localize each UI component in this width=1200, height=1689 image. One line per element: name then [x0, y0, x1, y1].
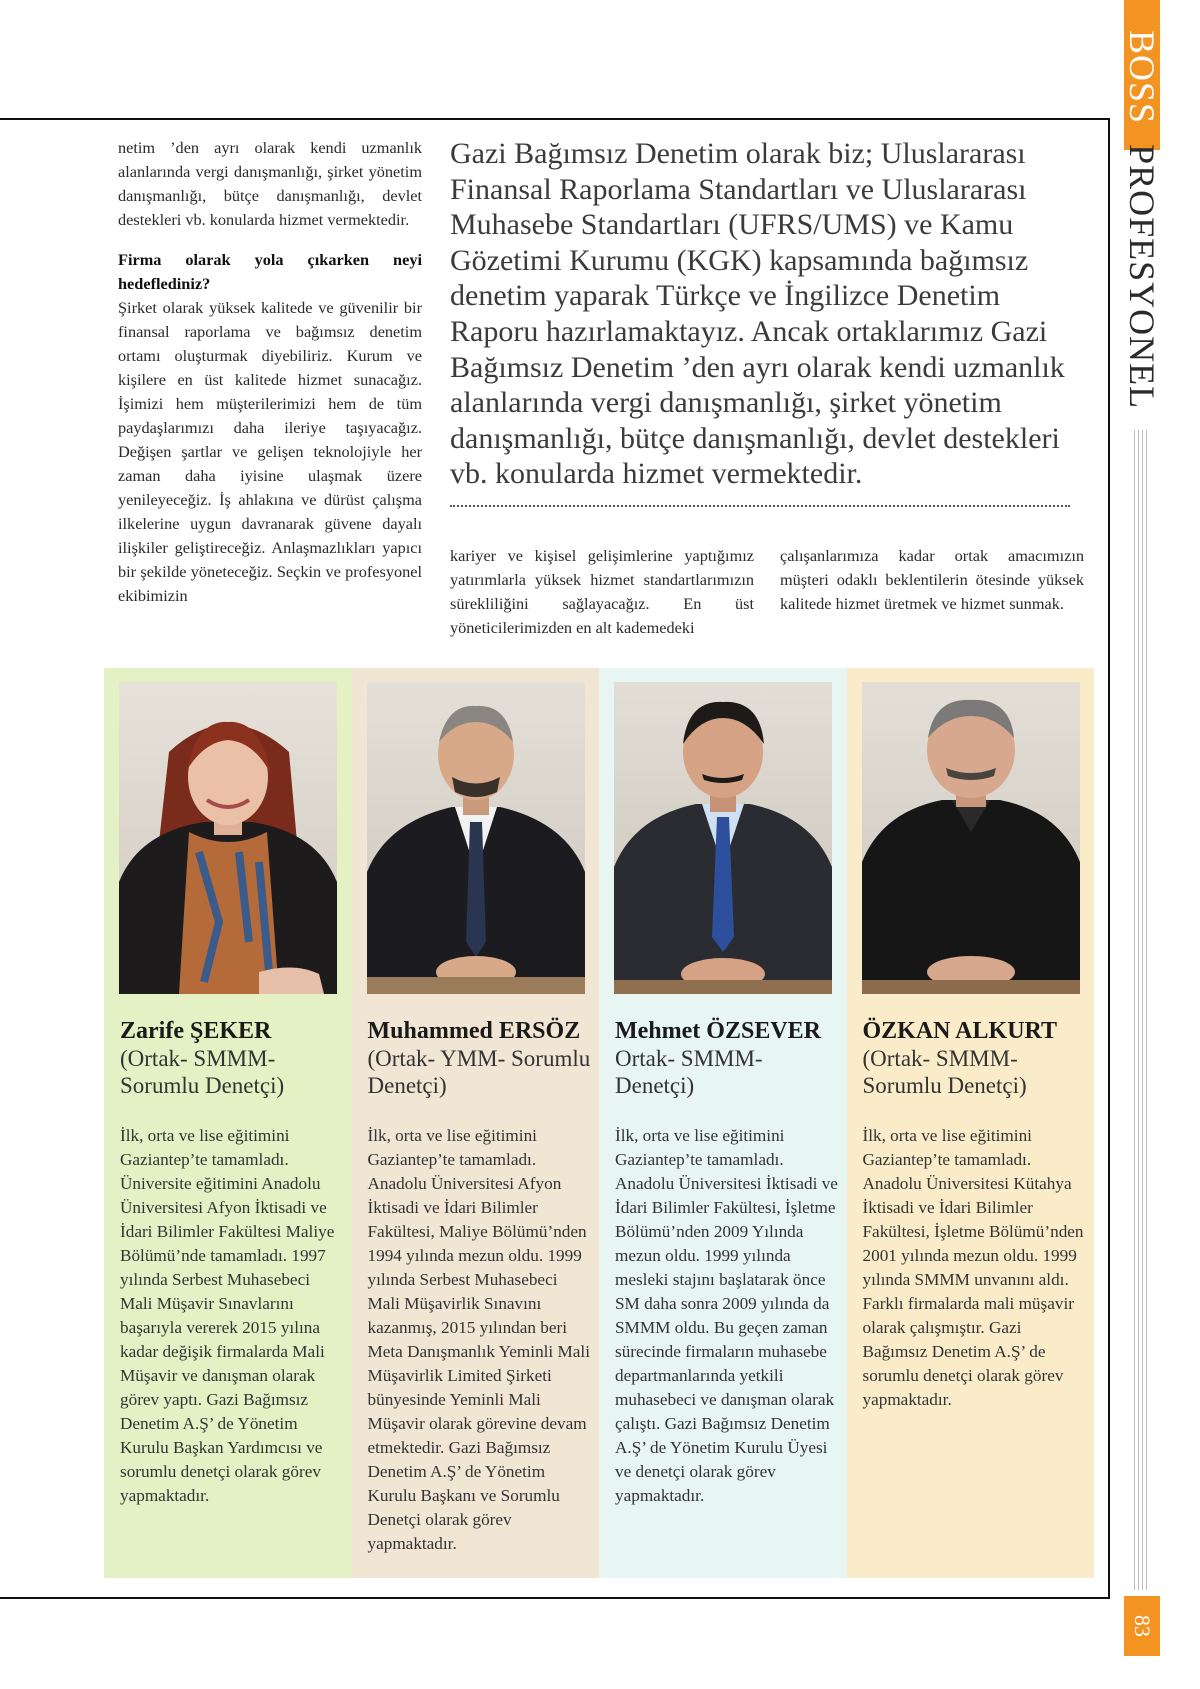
brand-profesyonel: PROFESYONEL: [1122, 144, 1162, 410]
profile-name: Zarife ŞEKER: [120, 1018, 272, 1044]
profile-bio: İlk, orta ve lise eğitimini Gaziantep’te tamamladı. Üniversite eğitimini Anadolu Üniversitesi Afyon İktisadi ve İdari Bilimler Fakültesi Maliye Bölümü’nde tamamladı. 1997 yılında Serbest Muhasebeci Mali Müşavir Sınavlarını başarıyla vererek 2015 yılına kadar değişik firmalarda Mali Müşavir ve danışman olarak görev yaptı. Gazi Bağımsız Denetim A.Ş’ de Yönetim Kurulu Başkan Yardımcısı ve sorumlu denetçi olarak görev yapmaktadır.: [120, 1126, 335, 1505]
left-paragraph-2: Şirket olarak yüksek kalitede ve güvenilir bir finansal raporlama ve bağımsız denetim ortamı oluşturmak diyebiliriz. Kurum ve kişilere en üst kalitede hizmet sunacağız. İşimizi hem müşterilerimizi hem de tüm paydaşlarımızı daha ileriye taşıyacağız. Değişen şartlar ve gelişen teknolojiyle her zaman daha iyisine ulaşmak üzere yenileyeceğiz. İş ahlakına ve dürüst çalışma ilkelerine uygun davranarak güvene dayalı ilişkiler geliştireceğiz. Anlaşmazlıkları yapıcı bir şekilde yöneteceğiz. Seçkin ve profesyonel ekibimizin: [118, 298, 422, 605]
profiles-section: [104, 668, 1094, 1578]
interview-question: Firma olarak yola çıkarken neyi hedeflediniz?: [118, 250, 422, 293]
profile-name: ÖZKAN ALKURT: [862, 1018, 1058, 1044]
profile-card: [599, 668, 847, 1578]
page-frame-top: [0, 118, 1110, 120]
brand-boss: BOSS: [1122, 30, 1162, 125]
profile-card: [104, 668, 352, 1578]
section-title: [1124, 30, 1160, 430]
profile-role: Ortak- SMMM- Denetçi): [615, 1046, 763, 1098]
profile-card: [352, 668, 600, 1578]
profile-role: (Ortak- SMMM- Sorumlu Denetçi): [120, 1046, 285, 1098]
profile-role: (Ortak- YMM- Sorumlu Denetçi): [367, 1046, 591, 1098]
profile-name: Mehmet ÖZSEVER: [615, 1018, 821, 1044]
profile-name: Muhammed ERSÖZ: [367, 1018, 581, 1044]
profile-card: [847, 668, 1095, 1578]
page-frame-right: [1108, 118, 1110, 1598]
profile-bio: İlk, orta ve lise eğitimini Gaziantep’te tamamladı. Anadolu Üniversitesi Kütahya İktisadi ve İdari Bilimler Fakültesi, İşletme Bölümü’nden 2001 yılında mezun oldu. 1999 yılında SMMM unvanını aldı. Farklı firmalarda mali müşavir olarak çalışmıştır. Gazi Bağımsız Denetim A.Ş’ de sorumlu denetçi olarak görev yapmaktadır.: [862, 1126, 1084, 1409]
page-number: 83: [1130, 1615, 1155, 1637]
portrait-photo: [862, 682, 1080, 994]
portrait-photo: [119, 682, 337, 994]
portrait-photo: [614, 682, 832, 994]
pull-quote: Gazi Bağımsız Denetim olarak biz; Uluslararası Finansal Raporlama Standartları ve Uluslararası Muhasebe Standartları (UFRS/UMS) ve Kamu Gözetimi Kurumu (KGK) kapsamında bağımsız denetim yaparak Türkçe ve İngilizce Denetim Raporu hazırlamaktayız. Ancak ortaklarımız Gazi Bağımsız Denetim ’den ayrı olarak kendi uzmanlık alanlarında vergi danışmanlığı, şirket yönetim danışmanlığı, bütçe danışmanlığı, devlet destekleri vb. konularda hizmet vermektedir.: [450, 137, 1065, 491]
profile-bio: İlk, orta ve lise eğitimini Gaziantep’te tamamladı. Anadolu Üniversitesi İktisadi ve İdari Bilimler Fakültesi, İşletme Bölümü’nden 2009 Yılında mezun oldu. 1999 yılında mesleki stajını başlatarak önce SM daha sonra 2009 yılında da SMMM oldu. Bu geçen zaman sürecinde firmaların muhasebe departmanlarında yetkili muhasebeci ve danışman olarak çalıştı. Gazi Bağımsız Denetim A.Ş’ de Yönetim Kurulu Üyesi ve denetçi olarak görev yapmaktadır.: [615, 1126, 838, 1505]
side-rule-lines: [1134, 430, 1150, 1590]
left-column: [118, 136, 422, 608]
dotted-divider: [450, 505, 1070, 507]
right-column: çalışanlarımıza kadar ortak amacımızın müşteri odaklı beklentilerin ötesinde yüksek kalitede hizmet üretmek ve hizmet sunmak.: [780, 546, 1084, 613]
left-paragraph-1: netim ’den ayrı olarak kendi uzmanlık alanlarında vergi danışmanlığı, şirket yönetim danışmanlığı, bütçe danışmanlığı, devlet destekleri vb. konularda hizmet vermektedir.: [118, 138, 422, 229]
profile-role: (Ortak- SMMM- Sorumlu Denetçi): [862, 1046, 1027, 1098]
page-frame-bottom: [0, 1597, 1110, 1599]
profile-bio: İlk, orta ve lise eğitimini Gaziantep’te tamamladı. Anadolu Üniversitesi Afyon İktisadi ve İdari Bilimler Fakültesi, Maliye Bölümü’nden 1994 yılında mezun oldu. 1999 yılında Serbest Muhasebeci Mali Müşavirlik Sınavını kazanmış, 2015 yılından beri Meta Danışmanlık Yeminli Mali Müşavirlik Limited Şirketi bünyesinde Yeminli Mali Müşavir olarak görevine devam etmektedir. Gazi Bağımsız Denetim A.Ş’ de Yönetim Kurulu Başkanı ve Sorumlu Denetçi olarak görev yapmaktadır.: [367, 1126, 590, 1553]
middle-column: kariyer ve kişisel gelişimlerine yaptığımız yatırımlarla yüksek hizmet standartlarımızın sürekliliğini sağlayacağız. En üst yöneticilerimizden en alt kademedeki: [450, 546, 754, 637]
portrait-photo: [367, 682, 585, 994]
